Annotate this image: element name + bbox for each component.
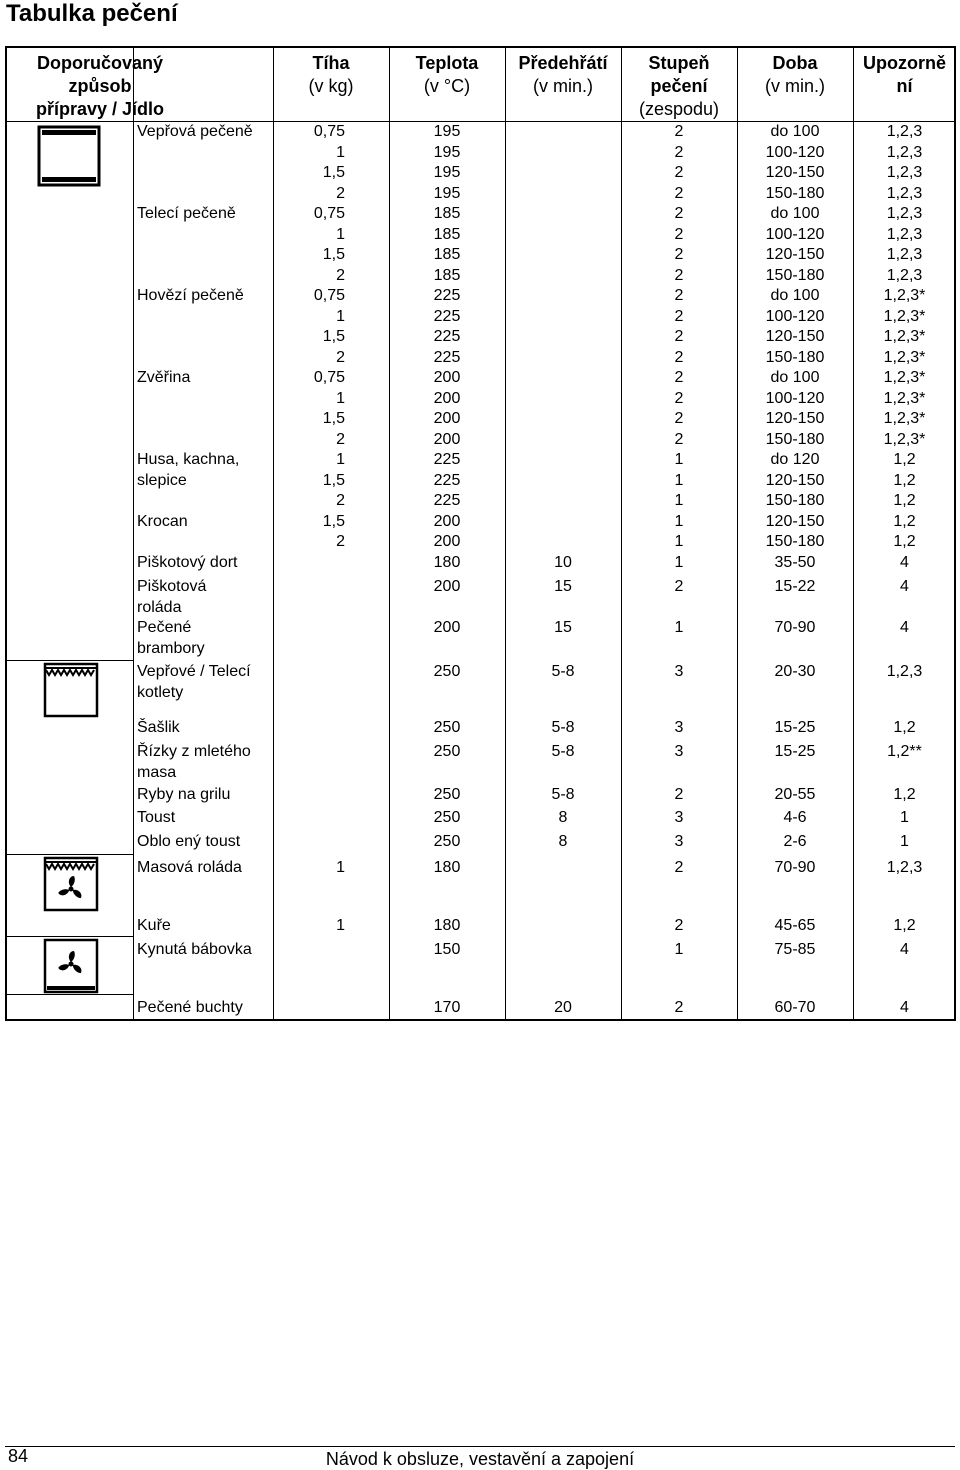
- food-name: Husa, kachna,: [137, 451, 240, 468]
- time-cell: do 100: [770, 205, 820, 222]
- weight-cell: 1: [336, 451, 345, 468]
- temp-cell: 195: [433, 184, 461, 202]
- temp-cell: 195: [433, 143, 461, 161]
- notes-cell: 4: [900, 999, 909, 1016]
- temp-cell: 200: [433, 410, 461, 427]
- food-name: Vepřová pečeně: [137, 123, 253, 140]
- notes-cell: 1,2: [893, 786, 916, 803]
- section-divider: [7, 660, 133, 661]
- level-cell: 2: [674, 143, 684, 161]
- header-food-line1: Doporučovaný způsob: [36, 53, 164, 96]
- notes-cell: 1,2: [893, 451, 916, 468]
- level-cell: 1: [674, 451, 684, 468]
- temp-cell: 185: [433, 205, 461, 222]
- temp-cell: 225: [433, 451, 461, 468]
- level-cell: 2: [674, 917, 684, 934]
- header-time-line1: Doba: [772, 53, 818, 73]
- notes-cell: 1,2,3: [886, 164, 923, 181]
- notes-cell: 1,2,3*: [883, 307, 926, 325]
- preheat-cell: 8: [558, 809, 568, 826]
- preheat-cell: 5-8: [551, 719, 575, 736]
- weight-cell: 1: [336, 389, 345, 407]
- time-cell: 60-70: [774, 999, 816, 1016]
- food-name: Kynutá bábovka: [137, 941, 252, 958]
- level-cell: 2: [674, 786, 684, 803]
- header-temp-line1: Teplota: [415, 53, 479, 73]
- temp-cell: 185: [433, 225, 461, 243]
- notes-cell: 4: [900, 578, 909, 595]
- food-name: roláda: [137, 598, 182, 616]
- time-cell: 4-6: [783, 809, 807, 826]
- weight-cell: 1: [336, 225, 345, 243]
- level-cell: 1: [674, 554, 684, 571]
- level-cell: 2: [674, 389, 684, 407]
- temp-cell: 170: [433, 999, 461, 1016]
- notes-cell: 1,2,3: [886, 205, 923, 222]
- time-cell: 100-120: [765, 307, 825, 325]
- preheat-cell: 15: [554, 578, 572, 595]
- level-cell: 3: [674, 833, 684, 850]
- time-cell: 120-150: [765, 410, 825, 427]
- section-divider: [7, 854, 133, 855]
- top-bottom-heat-icon: [37, 125, 101, 187]
- page-number: 84: [8, 1446, 29, 1466]
- notes-cell: 4: [900, 941, 909, 958]
- time-cell: 100-120: [765, 225, 825, 243]
- level-cell: 2: [674, 266, 684, 284]
- level-cell: 2: [674, 430, 684, 448]
- level-cell: 3: [674, 743, 684, 760]
- temp-cell: 225: [433, 328, 461, 345]
- time-cell: do 100: [770, 369, 820, 386]
- temp-cell: 200: [433, 578, 461, 595]
- temp-cell: 200: [433, 533, 461, 550]
- weight-cell: 1: [336, 307, 345, 325]
- time-cell: 120-150: [765, 471, 825, 489]
- header-level: [621, 52, 737, 121]
- grill-fan-icon: [43, 856, 99, 912]
- food-name: Hovězí pečeně: [137, 287, 244, 304]
- food-name: Krocan: [137, 512, 188, 530]
- col-divider: [505, 48, 506, 1019]
- footer-divider: [5, 1446, 955, 1447]
- level-cell: 3: [674, 719, 684, 736]
- notes-cell: 1,2,3*: [883, 389, 926, 407]
- temp-cell: 180: [433, 859, 461, 876]
- food-name: Oblo ený toust: [137, 833, 241, 850]
- food-name: kotlety: [137, 683, 184, 701]
- weight-cell: 1: [336, 917, 345, 934]
- time-cell: 35-50: [774, 554, 816, 571]
- baking-table: [5, 46, 956, 1021]
- header-level-line2: pečení: [650, 76, 708, 96]
- grill-icon: [43, 662, 99, 718]
- time-cell: do 100: [770, 287, 820, 304]
- preheat-cell: 5-8: [551, 663, 575, 680]
- header-food-line2: přípravy / Jídlo: [35, 99, 165, 119]
- time-cell: 150-180: [765, 266, 825, 284]
- header-notes-line2: ní: [896, 76, 913, 96]
- food-name: Vepřové / Telecí: [137, 663, 251, 680]
- time-cell: do 100: [770, 123, 820, 140]
- weight-cell: 2: [336, 348, 345, 366]
- temp-cell: 185: [433, 246, 461, 263]
- time-cell: 120-150: [765, 246, 825, 263]
- temp-cell: 150: [433, 941, 461, 958]
- temp-cell: 185: [433, 266, 461, 284]
- level-cell: 2: [674, 307, 684, 325]
- food-name: Ryby na grilu: [137, 786, 231, 803]
- notes-cell: 1,2: [893, 512, 916, 530]
- level-cell: 2: [674, 287, 684, 304]
- level-cell: 2: [674, 123, 684, 140]
- notes-cell: 1: [900, 833, 909, 850]
- page-title: Tabulka pečení: [6, 0, 178, 27]
- level-cell: 2: [674, 164, 684, 181]
- notes-cell: 1,2,3: [886, 246, 923, 263]
- preheat-cell: 5-8: [551, 786, 575, 803]
- weight-cell: 1,5: [322, 471, 345, 489]
- time-cell: 150-180: [765, 533, 825, 550]
- section-divider: [7, 936, 133, 937]
- time-cell: 150-180: [765, 184, 825, 202]
- food-name: Šašlik: [137, 719, 180, 736]
- notes-cell: 4: [900, 619, 909, 636]
- food-name: Zvěřina: [137, 369, 191, 386]
- level-cell: 3: [674, 663, 684, 680]
- food-name: Piškotový dort: [137, 554, 238, 571]
- weight-cell: 1,5: [322, 410, 345, 427]
- weight-cell: 2: [336, 430, 345, 448]
- temp-cell: 250: [433, 663, 461, 680]
- time-cell: 100-120: [765, 389, 825, 407]
- notes-cell: 1,2,3: [886, 663, 923, 680]
- temp-cell: 200: [433, 389, 461, 407]
- weight-cell: 0,75: [313, 123, 345, 140]
- food-name: Pečené buchty: [137, 999, 243, 1016]
- weight-cell: 1: [336, 859, 345, 876]
- col-divider: [133, 48, 134, 1019]
- weight-cell: 2: [336, 184, 345, 202]
- notes-cell: 1,2: [893, 533, 916, 550]
- notes-cell: 1,2,3*: [883, 369, 926, 386]
- time-cell: 2-6: [783, 833, 807, 850]
- notes-cell: 1,2,3: [886, 225, 923, 243]
- food-name: Masová roláda: [137, 859, 242, 876]
- notes-cell: 1,2,3*: [883, 430, 926, 448]
- time-cell: 20-55: [774, 786, 816, 803]
- level-cell: 2: [674, 328, 684, 345]
- temp-cell: 225: [433, 287, 461, 304]
- level-cell: 2: [674, 246, 684, 263]
- weight-cell: 0,75: [313, 369, 345, 386]
- header-preheat-line2: (v min.): [533, 76, 593, 96]
- notes-cell: 1,2**: [887, 743, 922, 760]
- temp-cell: 180: [433, 554, 461, 571]
- header-weight-line2: (v kg): [308, 76, 354, 96]
- temp-cell: 225: [433, 307, 461, 325]
- weight-cell: 2: [336, 266, 345, 284]
- preheat-cell: 10: [554, 554, 572, 571]
- weight-cell: 1,5: [322, 164, 345, 181]
- preheat-cell: 20: [554, 999, 572, 1016]
- level-cell: 1: [674, 492, 684, 509]
- weight-cell: 1: [336, 143, 345, 161]
- header-level-line1: Stupeň: [648, 53, 710, 73]
- time-cell: 150-180: [765, 348, 825, 366]
- food-name: brambory: [137, 639, 205, 657]
- temp-cell: 225: [433, 348, 461, 366]
- time-cell: 150-180: [765, 492, 825, 509]
- preheat-cell: 15: [554, 619, 572, 636]
- temp-cell: 180: [433, 917, 461, 934]
- food-name: slepice: [137, 471, 187, 489]
- temp-cell: 250: [433, 743, 461, 760]
- header-notes: [853, 52, 956, 98]
- header-time: [737, 52, 853, 98]
- section-divider: [7, 994, 133, 995]
- notes-cell: 1,2,3*: [883, 348, 926, 366]
- weight-cell: 1,5: [322, 328, 345, 345]
- food-name: Pečené: [137, 619, 192, 636]
- time-cell: 100-120: [765, 143, 825, 161]
- food-name: Řízky z mletého: [137, 743, 251, 760]
- notes-cell: 1,2,3: [886, 123, 923, 140]
- food-name: Kuře: [137, 917, 171, 934]
- level-cell: 2: [674, 578, 684, 595]
- notes-cell: 1: [900, 809, 909, 826]
- header-preheat: [505, 52, 621, 98]
- time-cell: 20-30: [774, 663, 816, 680]
- temp-cell: 250: [433, 719, 461, 736]
- time-cell: 70-90: [774, 859, 816, 876]
- temp-cell: 195: [433, 123, 461, 140]
- level-cell: 1: [674, 533, 684, 550]
- header-weight-line1: Tíha: [312, 53, 350, 73]
- temp-cell: 195: [433, 164, 461, 181]
- level-cell: 3: [674, 809, 684, 826]
- notes-cell: 4: [900, 554, 909, 571]
- notes-cell: 1,2,3*: [883, 328, 926, 345]
- header-preheat-line1: Předehřátí: [518, 53, 608, 73]
- fan-heat-icon: [43, 938, 99, 994]
- notes-cell: 1,2: [893, 719, 916, 736]
- weight-cell: 1,5: [322, 246, 345, 263]
- weight-cell: 0,75: [313, 205, 345, 222]
- time-cell: 70-90: [774, 619, 816, 636]
- level-cell: 2: [674, 348, 684, 366]
- header-time-line2: (v min.): [765, 76, 825, 96]
- notes-cell: 1,2: [893, 471, 916, 489]
- time-cell: 150-180: [765, 430, 825, 448]
- temp-cell: 200: [433, 512, 461, 530]
- header-weight: [273, 52, 389, 98]
- header-level-line3: (zespodu): [638, 99, 720, 119]
- time-cell: 15-25: [774, 743, 816, 760]
- header-notes-line1: Upozorně: [863, 53, 946, 73]
- level-cell: 2: [674, 369, 684, 386]
- level-cell: 2: [674, 184, 684, 202]
- temp-cell: 250: [433, 786, 461, 803]
- level-cell: 2: [674, 225, 684, 243]
- food-name: Piškotová: [137, 578, 207, 595]
- level-cell: 1: [674, 941, 684, 958]
- notes-cell: 1,2,3: [886, 184, 923, 202]
- level-cell: 2: [674, 205, 684, 222]
- weight-cell: 2: [336, 492, 345, 509]
- temp-cell: 200: [433, 430, 461, 448]
- notes-cell: 1,2,3*: [883, 287, 926, 304]
- header-food: [7, 52, 193, 121]
- notes-cell: 1,2: [893, 917, 916, 934]
- time-cell: 15-22: [774, 578, 816, 595]
- food-name: Toust: [137, 809, 176, 826]
- header-temp: [389, 52, 505, 98]
- preheat-cell: 5-8: [551, 743, 575, 760]
- preheat-cell: 8: [558, 833, 568, 850]
- temp-cell: 250: [433, 833, 461, 850]
- notes-cell: 1,2,3: [886, 266, 923, 284]
- notes-cell: 1,2: [893, 492, 916, 509]
- weight-cell: 0,75: [313, 287, 345, 304]
- food-name: Telecí pečeně: [137, 205, 236, 222]
- weight-cell: 2: [336, 533, 345, 550]
- header-temp-line2: (v °C): [423, 76, 471, 96]
- level-cell: 2: [674, 859, 684, 876]
- footer-text: Návod k obsluze, vestavění a zapojení: [325, 1449, 635, 1469]
- level-cell: 1: [674, 619, 684, 636]
- notes-cell: 1,2,3: [886, 143, 923, 161]
- time-cell: 120-150: [765, 328, 825, 345]
- level-cell: 2: [674, 999, 684, 1016]
- time-cell: 120-150: [765, 512, 825, 530]
- level-cell: 1: [674, 512, 684, 530]
- time-cell: 120-150: [765, 164, 825, 181]
- time-cell: 45-65: [774, 917, 816, 934]
- time-cell: 75-85: [774, 941, 816, 958]
- level-cell: 2: [674, 410, 684, 427]
- time-cell: do 120: [770, 451, 820, 468]
- time-cell: 15-25: [774, 719, 816, 736]
- temp-cell: 225: [433, 471, 461, 489]
- notes-cell: 1,2,3*: [883, 410, 926, 427]
- notes-cell: 1,2,3: [886, 859, 923, 876]
- weight-cell: 1,5: [322, 512, 345, 530]
- temp-cell: 200: [433, 619, 461, 636]
- temp-cell: 225: [433, 492, 461, 509]
- food-name: masa: [137, 763, 177, 781]
- temp-cell: 200: [433, 369, 461, 386]
- level-cell: 1: [674, 471, 684, 489]
- temp-cell: 250: [433, 809, 461, 826]
